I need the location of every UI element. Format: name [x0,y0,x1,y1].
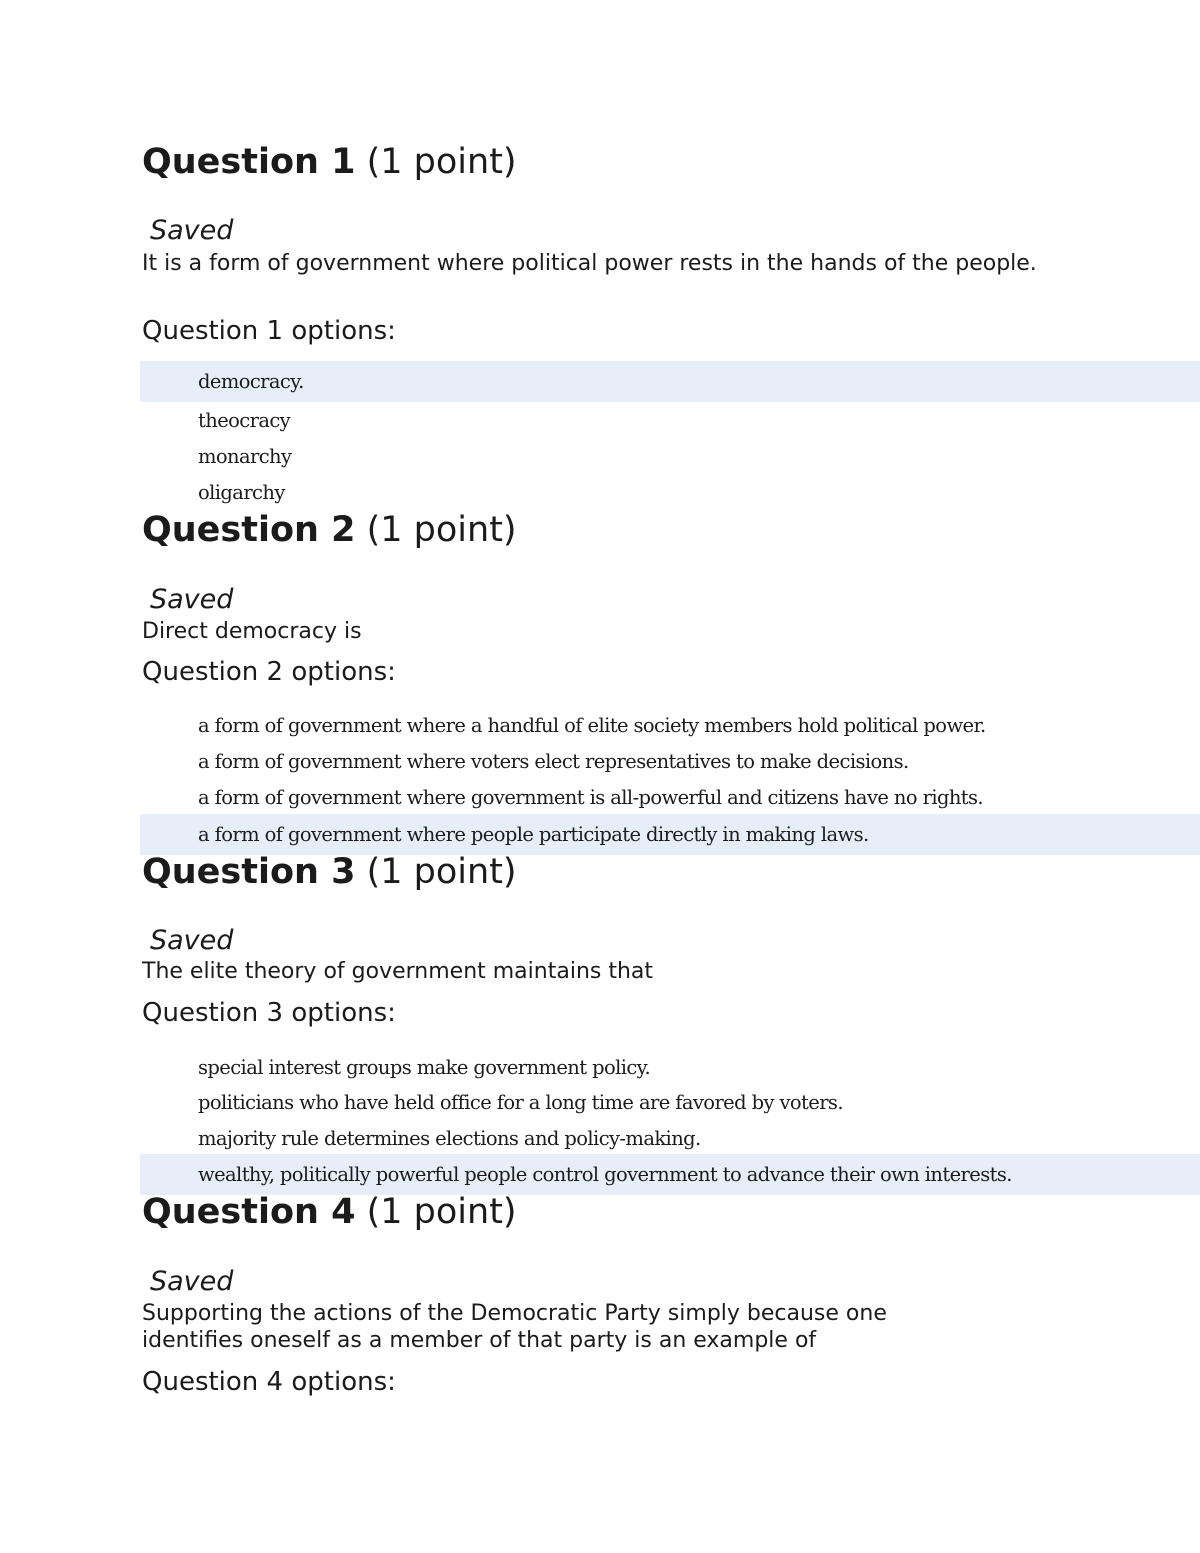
saved-status: Saved [150,584,234,615]
question-1-title [142,142,517,182]
question-2-option-2[interactable]: a form of government where voters elect representatives to make decisions. [198,750,909,773]
question-1-text: It is a form of government where political power rests in the hands of the people. [142,251,1037,276]
question-3-option-4[interactable]: wealthy, politically powerful people control government to advance their own interests. [140,1154,1200,1195]
question-number: Question 2 [142,510,356,550]
question-1-option-2[interactable]: theocracy [198,409,291,432]
saved-status: Saved [150,925,234,956]
question-3-options-heading: Question 3 options: [142,998,396,1028]
question-2-option-3[interactable]: a form of government where government is all-powerful and citizens have no rights. [198,786,984,809]
question-points: (1 point) [366,1192,517,1232]
question-points: (1 point) [366,852,517,892]
question-2-option-4[interactable]: a form of government where people participate directly in making laws. [140,814,1200,855]
question-points: (1 point) [366,510,517,550]
question-3-option-2[interactable]: politicians who have held office for a long time are favored by voters. [198,1091,843,1114]
question-4-options-heading: Question 4 options: [142,1367,396,1397]
saved-status: Saved [150,215,234,246]
question-2-option-1[interactable]: a form of government where a handful of elite society members hold political power. [198,714,986,737]
question-number: Question 3 [142,852,356,892]
question-number: Question 4 [142,1192,356,1232]
question-1-option-4[interactable]: oligarchy [198,481,285,504]
question-2-title [142,510,517,550]
question-3-title [142,852,517,892]
question-1-option-3[interactable]: monarchy [198,445,292,468]
question-points: (1 point) [366,142,517,182]
question-2-text: Direct democracy is [142,619,362,644]
question-3-option-1[interactable]: special interest groups make government policy. [198,1056,651,1079]
question-3-text: The elite theory of government maintains that [142,959,654,984]
saved-status: Saved [150,1266,234,1297]
question-4-text: Supporting the actions of the Democratic Party simply because one identifies oneself as a member of that party is an example of [142,1301,887,1353]
question-1-options-heading: Question 1 options: [142,316,396,346]
question-4-title [142,1192,517,1232]
question-3-option-3[interactable]: majority rule determines elections and policy-making. [198,1127,701,1150]
question-2-options-heading: Question 2 options: [142,657,396,687]
question-number: Question 1 [142,142,356,182]
question-1-option-1[interactable]: democracy. [140,361,1200,402]
